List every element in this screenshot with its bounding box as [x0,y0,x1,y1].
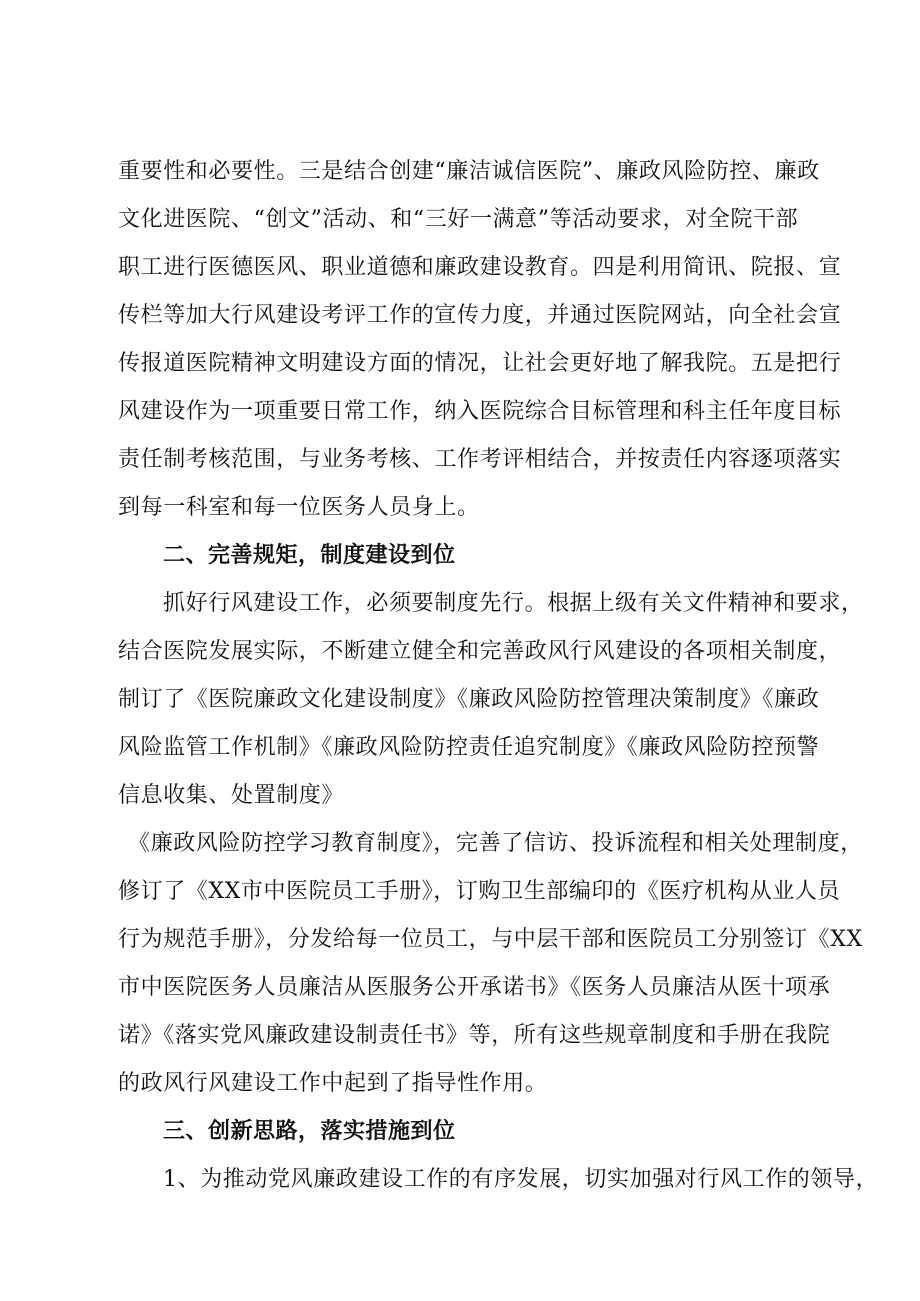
paragraph-line: 《廉政风险防控学习教育制度》，完善了信访、投诉流程和相关处理制度， [128,831,863,856]
paragraph-line: 的政风行风建设工作中起到了指导性作用。 [118,1071,548,1096]
paragraph-line: 文化进医院、“创文”活动、和“三好一满意”等活动要求，对全院干部 [118,207,799,232]
paragraph-line: 到每一科室和每一位医务人员身上。 [118,495,480,520]
paragraph-line: 行为规范手册》，分发给每一位员工，与中层干部和医院员工分别签订《XX [118,927,863,952]
section-heading-3: 三、创新思路，落实措施到位 [163,1119,456,1144]
paragraph-line: 风险监管工作机制》《廉政风险防控责任追究制度》《廉政风险防控预警 [118,735,820,760]
paragraph-line: 抓好行风建设工作，必须要制度先行。根据上级有关文件精神和要求， [163,591,864,616]
paragraph-line: 重要性和必要性。三是结合创建“廉洁诚信医院”、廉政风险防控、廉政 [118,159,820,184]
paragraph-line: 责任制考核范围，与业务考核、工作考评相结合，并按责任内容逐项落实 [118,447,842,472]
paragraph-line: 修订了《XX市中医院员工手册》，订购卫生部编印的《医疗机构从业人员 [118,879,841,904]
paragraph-line: 制订了《医院廉政文化建设制度》《廉政风险防控管理决策制度》《廉政 [118,687,820,712]
section-heading-2: 二、完善规矩，制度建设到位 [163,543,456,568]
paragraph-line: 市中医院医务人员廉洁从医服务公开承诺书》《医务人员廉洁从医十项承 [118,975,831,1000]
paragraph-line: 传报道医院精神文明建设方面的情况，让社会更好地了解我院。五是把行 [118,351,842,376]
paragraph-line: 传栏等加大行风建设考评工作的宣传力度，并通过医院网站，向全社会宣 [118,303,842,328]
paragraph-line: 结合医院发展实际，不断建立健全和完善政风行风建设的各项相关制度， [118,639,842,664]
paragraph-line: 职工进行医德医风、职业道德和廉政建设教育。四是利用简讯、院报、宣 [118,255,842,280]
paragraph-line: 信息收集、处置制度》 [118,783,345,808]
paragraph-line: 诺》《落实党风廉政建设制责任书》等，所有这些规章制度和手册在我院 [118,1023,831,1048]
paragraph-line: 风建设作为一项重要日常工作，纳入医院综合目标管理和科主任年度目标 [118,399,842,424]
paragraph-line: 1、为推动党风廉政建设工作的有序发展，切实加强对行风工作的领导， [163,1167,879,1192]
